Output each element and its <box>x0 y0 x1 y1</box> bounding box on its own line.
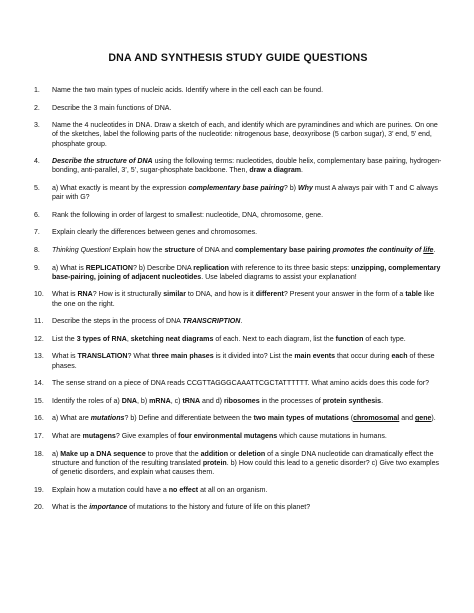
question-item <box>34 352 442 370</box>
question-number: 13. <box>34 353 44 361</box>
question-text <box>52 86 442 95</box>
question-number: 1. <box>34 87 40 94</box>
question-text-segment: four environmental mutagens <box>178 432 278 440</box>
question-text-segment: ? b) <box>283 184 298 192</box>
question-item <box>34 450 442 478</box>
question-text-segment: three main phases <box>151 353 214 361</box>
question-text-segment: table <box>405 291 422 299</box>
question-text-segment: Describe the structure of DNA <box>52 158 153 166</box>
question-text-segment: complementary base pairing <box>188 184 284 192</box>
question-text-segment: mutagens <box>82 432 116 440</box>
question-text-segment: of mutations to the history and future of life on this planet? <box>127 504 311 512</box>
question-number: 10. <box>34 291 44 299</box>
question-item <box>34 486 442 495</box>
question-text-segment: replication <box>193 264 229 272</box>
question-text <box>52 211 442 220</box>
question-number: 8. <box>34 246 40 254</box>
question-text-segment: deletion <box>238 450 266 458</box>
question-text-segment: mutations <box>90 415 125 423</box>
question-text-segment: ? b) Describe DNA <box>132 264 194 272</box>
question-item <box>34 432 442 441</box>
question-text-segment: to prove that the <box>145 450 201 458</box>
question-text-segment: RNA <box>77 291 93 299</box>
question-text-segment: TRANSLATION <box>77 353 128 361</box>
question-text-segment: gene <box>414 415 432 423</box>
question-text <box>52 379 442 388</box>
question-item <box>34 157 442 175</box>
question-item <box>34 184 442 202</box>
question-text-segment: Explain how the <box>110 246 165 254</box>
question-item <box>34 317 442 326</box>
question-text-segment: of DNA and <box>194 246 235 254</box>
question-text-segment: two main types of mutations <box>253 415 349 423</box>
question-text-segment: . <box>381 397 384 405</box>
question-number: 19. <box>34 486 44 494</box>
question-text-segment: The sense strand on a piece of DNA reads CCGTTAGGGCAAATTCGCTATTTTTT. What amino acids does this code for? <box>52 380 430 388</box>
question-text <box>52 486 442 495</box>
question-item <box>34 104 442 113</box>
question-text-segment: a) What are <box>52 415 91 423</box>
question-text-segment: . <box>301 167 303 175</box>
question-text-segment: ? Present your answer in the form of a <box>283 291 406 299</box>
question-item <box>34 414 442 423</box>
question-text-segment: of these phases. <box>52 353 435 370</box>
question-item <box>34 86 442 95</box>
question-item <box>34 290 442 308</box>
question-text-segment: REPLICATION <box>85 264 133 272</box>
question-text-segment: chromosomal <box>353 415 400 423</box>
question-text-segment: importance <box>89 504 128 512</box>
question-text <box>52 228 442 237</box>
question-text-segment: . <box>433 246 436 254</box>
question-text-segment: . Use labeled diagrams to assist your explanation! <box>201 273 357 281</box>
question-text-segment: Describe the steps in the process of DNA <box>52 318 183 326</box>
question-text <box>52 157 442 175</box>
question-text-segment: similar <box>163 291 186 299</box>
question-text-segment: ( <box>348 415 354 423</box>
question-item <box>34 211 442 220</box>
question-text <box>52 397 442 406</box>
question-text-segment: What is <box>52 291 78 299</box>
question-text <box>52 335 442 344</box>
question-text-segment: Describe the 3 main functions of DNA. <box>52 104 172 112</box>
question-text-segment: unzipping, complementary base-pairing, joining of adjacent nucleotides <box>52 264 441 281</box>
question-text-segment: , b) <box>137 397 150 405</box>
question-text-segment: at all on an organism. <box>198 486 268 494</box>
question-text-segment: with reference to its three basic steps: <box>228 264 352 272</box>
question-text <box>52 414 442 423</box>
question-text-segment: to DNA, and how is it <box>185 291 256 299</box>
question-item <box>34 264 442 282</box>
question-number: 15. <box>34 397 44 405</box>
question-text-segment: protein synthesis <box>322 397 382 405</box>
question-text-segment: 3 types of RNA <box>76 335 127 343</box>
question-text-segment: TRANSCRIPTION <box>182 318 241 326</box>
question-text <box>52 184 442 202</box>
question-text-segment: a) <box>52 450 61 458</box>
question-number: 18. <box>34 450 44 458</box>
question-number: 17. <box>34 432 44 440</box>
question-text-segment: complementary base pairing <box>234 246 333 254</box>
question-number: 2. <box>34 104 40 112</box>
question-text-segment: in the processes of <box>259 397 323 405</box>
question-text-segment: . <box>240 318 243 326</box>
question-number: 9. <box>34 264 40 272</box>
question-text-segment: Why <box>297 184 313 192</box>
question-item <box>34 397 442 406</box>
question-text-segment: Thinking Question! <box>52 246 111 254</box>
question-text-segment: Name the two main types of nucleic acids. Identify where in the cell each can be found. <box>52 87 324 94</box>
question-number: 7. <box>34 229 40 237</box>
question-text-segment: sketching neat diagrams <box>130 335 214 343</box>
question-text <box>52 317 442 326</box>
question-text-segment: no effect <box>168 486 199 494</box>
question-number: 6. <box>34 211 40 219</box>
question-text-segment: DNA <box>121 397 138 405</box>
question-text <box>52 503 442 512</box>
question-number: 4. <box>34 158 40 166</box>
question-text-segment: main events <box>294 353 336 361</box>
question-text-segment: draw a diagram <box>249 167 302 175</box>
question-text-segment: Identify the roles of a) <box>52 397 122 405</box>
question-item <box>34 335 442 344</box>
question-item <box>34 379 442 388</box>
question-text-segment: different <box>255 291 284 299</box>
question-text-segment: protein <box>202 459 227 467</box>
question-number: 5. <box>34 184 40 192</box>
question-text-segment: ). <box>431 415 436 423</box>
question-text-segment: , c) <box>170 397 183 405</box>
question-text-segment: is it divided into? List the <box>213 353 295 361</box>
question-text-segment: ribosomes <box>223 397 260 405</box>
question-text-segment: ? Give examples of <box>115 432 179 440</box>
document-title: DNA AND SYNTHESIS STUDY GUIDE QUESTIONS <box>108 52 368 64</box>
question-text <box>52 432 442 441</box>
question-text <box>52 121 442 149</box>
question-text-segment: must A always pair with T and C always pair with G? <box>52 184 438 202</box>
question-text-segment: structure <box>164 246 195 254</box>
question-text-segment: of each type. <box>363 335 406 343</box>
question-text <box>52 290 442 308</box>
question-text <box>52 450 442 478</box>
question-text-segment: List the <box>52 335 77 343</box>
question-text-segment: which cause mutations in humans. <box>277 432 387 440</box>
question-number: 20. <box>34 504 44 512</box>
question-text-segment: ? How is it structurally <box>92 291 164 299</box>
question-item <box>34 121 442 149</box>
question-text-segment: ? b) Define and differentiate between the <box>124 415 254 423</box>
question-text-segment: tRNA <box>182 397 201 405</box>
question-text-segment: Explain how a mutation could have a <box>52 486 169 494</box>
question-number: 12. <box>34 335 44 343</box>
question-text-segment: . b) How could this lead to a genetic disorder? c) Give two examples of genetic disorders, and explain what causes them. <box>52 459 440 476</box>
question-number: 14. <box>34 380 44 388</box>
question-text-segment: and <box>399 415 415 423</box>
question-text-segment: Name the 4 nucleotides in DNA. Draw a sketch of each, and identify which are pyramindines and which are purines. On one of the sketches, label the following parts of the nucleotide: nitrogenous base, deoxyribose (5 carbon sugar), 3’ end, 5’ end, phosphate group. <box>52 122 438 148</box>
question-text-segment: Rank the following in order of largest to smallest: nucleotide, DNA, chromosome, gene. <box>52 211 324 219</box>
question-text-segment: function <box>335 335 364 343</box>
question-text-segment: using the following terms: nucleotides, double helix, complementary base pairing, hydrogen-bonding, anti-parallel, 3’, 5’, sugar-phosphate backbone. Then, <box>52 158 442 175</box>
question-text-segment: , <box>126 335 131 343</box>
question-item <box>34 228 442 237</box>
question-text-segment: life <box>423 246 434 254</box>
question-text-segment: each <box>391 353 408 361</box>
question-text-segment: promotes the continuity of <box>332 246 424 254</box>
question-text <box>52 104 442 113</box>
question-text-segment: What is the <box>52 504 90 512</box>
question-text-segment: of a single DNA nucleotide can dramatically effect the structure and function of the resulting translated <box>52 450 434 467</box>
question-text-segment: What are <box>52 432 83 440</box>
question-text-segment: of each. Next to each diagram, list the <box>213 335 336 343</box>
question-text <box>52 246 442 255</box>
question-text <box>52 352 442 370</box>
question-text-segment: or <box>228 450 239 458</box>
question-number: 3. <box>34 122 40 130</box>
question-item <box>34 503 442 512</box>
question-text-segment: mRNA <box>149 397 171 405</box>
question-number: 11. <box>34 318 44 326</box>
question-list <box>34 86 442 512</box>
question-text-segment: Make up a DNA sequence <box>60 450 146 458</box>
question-text-segment: a) What is <box>52 264 86 272</box>
question-text-segment: a) What exactly is meant by the expression <box>52 184 189 192</box>
question-item <box>34 246 442 255</box>
question-text-segment: and d) <box>200 397 224 405</box>
question-text <box>52 264 442 282</box>
question-text-segment: that occur during <box>335 353 392 361</box>
question-text-segment: like the one on the right. <box>52 291 435 308</box>
question-text-segment: addition <box>200 450 229 458</box>
question-number: 16. <box>34 415 44 423</box>
question-text-segment: What is <box>52 353 78 361</box>
question-text-segment: ? What <box>127 353 152 361</box>
question-text-segment: Explain clearly the differences between genes and chromosomes. <box>52 229 258 237</box>
